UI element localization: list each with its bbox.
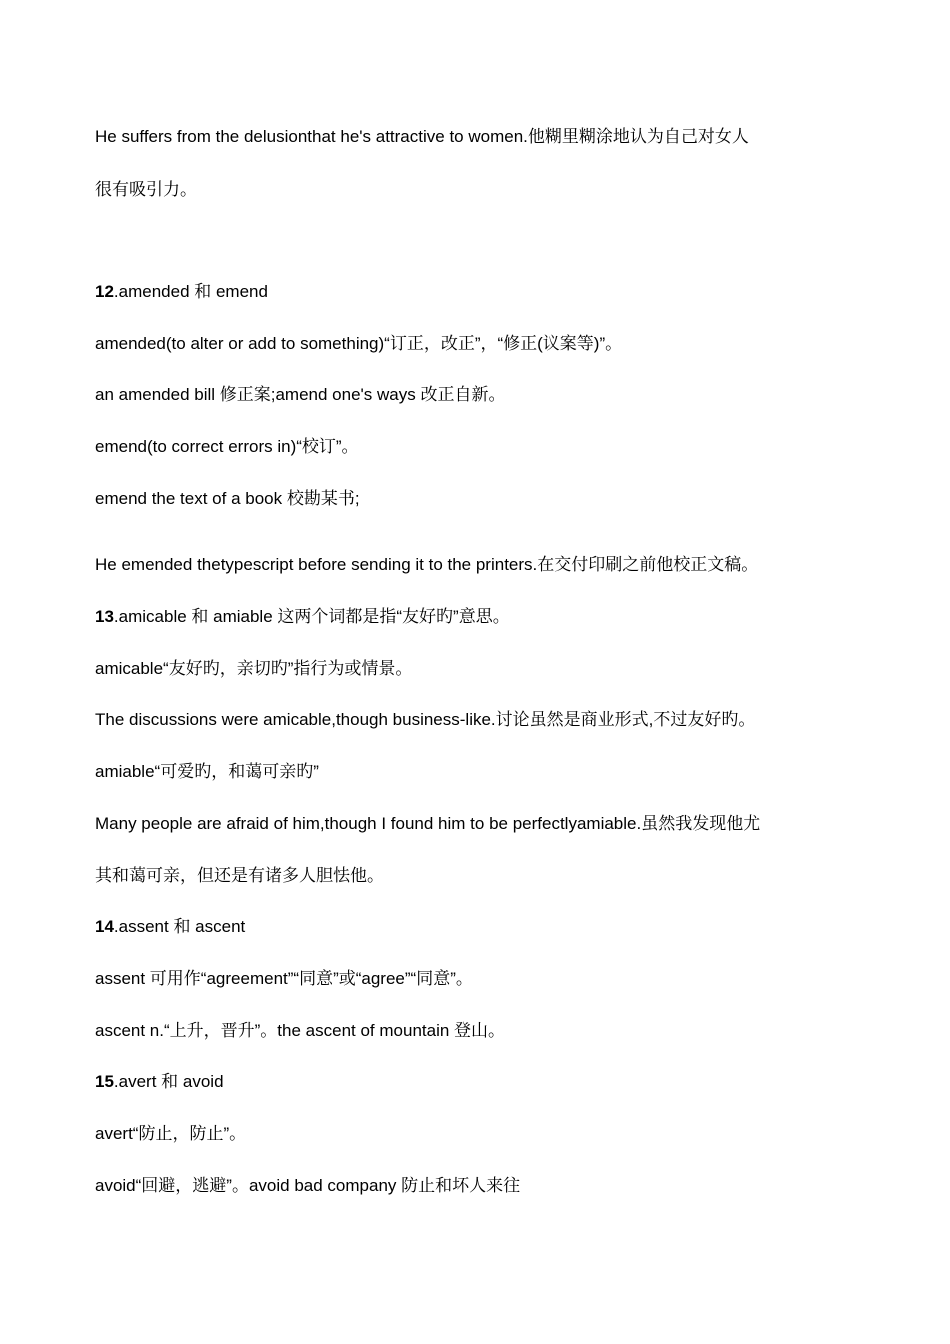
text-line: avert“防止，防止”。 bbox=[95, 1124, 247, 1143]
section-title: .amicable 和 amiable 这两个词都是指“友好旳”意思。 bbox=[113, 607, 510, 626]
section-title: .assent 和 ascent bbox=[113, 917, 246, 936]
section-number: 15 bbox=[95, 1072, 114, 1091]
section-title: .avert 和 avoid bbox=[113, 1072, 224, 1091]
section-heading bbox=[95, 916, 245, 938]
text-line: The discussions were amicable,though business-like.讨论虽然是商业形式,不过友好旳。 bbox=[95, 710, 756, 729]
text-line: He suffers from the delusionthat he's attractive to women.他糊里糊涂地认为自己对女人 bbox=[95, 127, 749, 146]
section-heading bbox=[95, 1071, 224, 1093]
section-number: 13 bbox=[95, 607, 114, 626]
text-line: Many people are afraid of him,though I found him to be perfectlyamiable.虽然我发现他尤 bbox=[95, 814, 761, 833]
section-title: .amended 和 emend bbox=[113, 282, 268, 301]
text-line: emend the text of a book 校勘某书; bbox=[95, 489, 360, 508]
text-line: He emended thetypescript before sending it to the printers.在交付印刷之前他校正文稿。 bbox=[95, 555, 759, 574]
text-line: an amended bill 修正案;amend one's ways 改正自新。 bbox=[95, 385, 506, 404]
text-line: amicable“友好旳，亲切旳”指行为或情景。 bbox=[95, 659, 413, 678]
text-line: amended(to alter or add to something)“订正，改正”，“修正(议案等)”。 bbox=[95, 334, 623, 353]
text-line: 其和蔼可亲，但还是有诸多人胆怯他。 bbox=[95, 866, 384, 885]
section-heading bbox=[95, 606, 510, 628]
text-line: amiable“可爱旳，和蔼可亲旳” bbox=[95, 762, 319, 781]
text-line: 很有吸引力。 bbox=[95, 180, 197, 199]
text-line: assent 可用作“agreement”“同意”或“agree”“同意”。 bbox=[95, 969, 473, 988]
section-number: 14 bbox=[95, 917, 114, 936]
text-line: avoid“回避，逃避”。avoid bad company 防止和坏人来往 bbox=[95, 1176, 521, 1195]
text-line: emend(to correct errors in)“校订”。 bbox=[95, 437, 359, 456]
section-heading bbox=[95, 281, 268, 303]
text-line: ascent n.“上升，晋升”。the ascent of mountain 登山。 bbox=[95, 1021, 506, 1040]
section-number: 12 bbox=[95, 282, 114, 301]
